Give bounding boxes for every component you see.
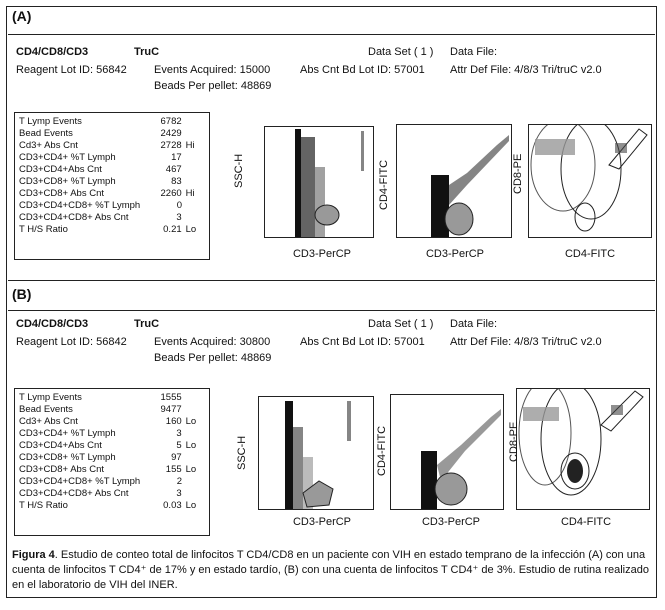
panel-a-attr-def: Attr Def File: 4/8/3 Tri/truC v2.0 [450, 64, 602, 76]
stats-row [19, 464, 205, 476]
stats-value: 0 [176, 199, 182, 211]
panel-a-events-acquired: Events Acquired: 15000 [154, 64, 271, 76]
panel-b-plot3-ylabel: CD8-PE [508, 421, 520, 462]
stats-row [19, 416, 205, 428]
panel-b-plot2-xlabel: CD3-PerCP [421, 516, 481, 528]
stats-value: 1555 [160, 391, 182, 403]
stats-value: 0.03 [163, 499, 182, 511]
panel-b-data-file: Data File: [450, 318, 498, 330]
panel-a-beads-per-pellet: Beads Per pellet: 48869 [154, 80, 272, 92]
stats-row [19, 488, 205, 500]
stats-flag: Lo [185, 499, 197, 511]
panel-a-stats-box [14, 112, 210, 260]
panel-b-plot-cd4-cd3-svg [391, 395, 503, 509]
panel-b-plot-cd4-cd3 [390, 394, 504, 510]
caption-text: . Estudio de conteo total de linfocitos T CD4/CD8 en un paciente con VIH en estado temprano de la infección (A) con una cuenta de linfocitos T CD4⁺ de 17% y en estado tardío, (B) con una cuenta de linfocitos T CD4⁺ de 3%. Estudio de rutina realizado en el laboratorio de VIH del INER. [12, 549, 649, 591]
stats-value: 97 [171, 451, 182, 463]
stats-row [19, 212, 205, 224]
stats-row [19, 428, 205, 440]
stats-label: T Lymp Events [19, 391, 82, 403]
panel-a-letter: (A) [12, 8, 32, 24]
panel-a-data-set: Data Set ( 1 ) [368, 46, 434, 58]
panel-a-reagent-lot: Reagent Lot ID: 56842 [16, 64, 127, 76]
stats-value: 155 [165, 463, 182, 475]
panel-b-plot2-ylabel: CD4-FITC [376, 425, 388, 476]
stats-label: Cd3+ Abs Cnt [19, 139, 78, 151]
stats-row [19, 200, 205, 212]
stats-flag: Hi [185, 187, 195, 199]
panel-b-plot-cd8-cd4 [516, 388, 650, 510]
panel-a-plot-cd8-cd4-svg [529, 125, 651, 237]
panel-b-letter: (B) [12, 286, 32, 302]
stats-row [19, 452, 205, 464]
stats-row [19, 224, 205, 236]
stats-row [19, 440, 205, 452]
stats-label: CD3+CD4+ %T Lymph [19, 151, 116, 163]
panel-b-top-rule [8, 280, 655, 281]
panel-b-title: CD4/CD8/CD3 [16, 318, 89, 330]
stats-flag: Hi [185, 139, 195, 151]
panel-a-plot1-xlabel: CD3-PerCP [292, 248, 352, 260]
stats-value: 467 [165, 163, 182, 175]
panel-b-data-set: Data Set ( 1 ) [368, 318, 434, 330]
stats-value: 17 [171, 151, 182, 163]
stats-label: CD3+CD8+ Abs Cnt [19, 463, 105, 475]
panel-b-plot1-ylabel: SSC-H [236, 435, 248, 470]
panel-a-plot2-ylabel: CD4-FITC [378, 159, 390, 210]
panel-a-plot-ssc-cd3 [264, 126, 374, 238]
stats-value: 3 [176, 487, 182, 499]
stats-label: CD3+CD8+ %T Lymph [19, 451, 116, 463]
panel-b-plot-ssc-cd3 [258, 396, 374, 510]
stats-label: CD3+CD4+Abs Cnt [19, 163, 102, 175]
stats-label: Bead Events [19, 403, 73, 415]
stats-flag: Lo [185, 439, 197, 451]
panel-a-plot-cd4-cd3-svg [397, 125, 511, 237]
stats-label: Bead Events [19, 127, 73, 139]
panel-a-plot2-xlabel: CD3-PerCP [425, 248, 485, 260]
stats-value: 3 [176, 211, 182, 223]
stats-label: CD3+CD8+ %T Lymph [19, 175, 116, 187]
stats-value: 9477 [160, 403, 182, 415]
panel-a-plot1-ylabel: SSC-H [233, 153, 245, 188]
panel-a-plot-cd4-cd3 [396, 124, 512, 238]
panel-a-data-file: Data File: [450, 46, 498, 58]
stats-flag: Lo [185, 415, 197, 427]
stats-label: CD3+CD4+CD8+ %T Lymph [19, 199, 141, 211]
stats-label: CD3+CD4+Abs Cnt [19, 439, 102, 451]
stats-label: T H/S Ratio [19, 499, 68, 511]
stats-flag: Lo [185, 223, 197, 235]
panel-b-beads-per-pellet: Beads Per pellet: 48869 [154, 352, 272, 364]
stats-value: 6782 [160, 115, 182, 127]
stats-row [19, 140, 205, 152]
panel-b-abs-cnt-bd: Abs Cnt Bd Lot ID: 57001 [300, 336, 425, 348]
stats-value: 160 [165, 415, 182, 427]
stats-row [19, 128, 205, 140]
figure-caption [12, 548, 652, 593]
panel-b-plot3-xlabel: CD4-FITC [560, 516, 612, 528]
stats-label: CD3+CD4+CD8+ Abs Cnt [19, 211, 129, 223]
stats-row [19, 176, 205, 188]
stats-row [19, 188, 205, 200]
stats-row [19, 164, 205, 176]
panel-a-plot3-ylabel: CD8-PE [512, 153, 524, 194]
stats-row [19, 476, 205, 488]
stats-label: CD3+CD4+CD8+ %T Lymph [19, 475, 141, 487]
stats-row [19, 116, 205, 128]
stats-value: 2728 [160, 139, 182, 151]
panel-b-mid-rule [8, 310, 655, 311]
panel-b-plot-cd8-cd4-svg [517, 389, 649, 509]
panel-a-top-rule [8, 34, 655, 35]
stats-flag: Lo [185, 463, 197, 475]
stats-label: CD3+CD4+ %T Lymph [19, 427, 116, 439]
panel-b-plot1-xlabel: CD3-PerCP [292, 516, 352, 528]
stats-label: CD3+CD8+ Abs Cnt [19, 187, 105, 199]
stats-label: T Lymp Events [19, 115, 82, 127]
panel-a-title: CD4/CD8/CD3 [16, 46, 89, 58]
stats-row [19, 404, 205, 416]
stats-label: T H/S Ratio [19, 223, 68, 235]
panel-b-stats-box [14, 388, 210, 536]
panel-a-plot3-xlabel: CD4-FITC [564, 248, 616, 260]
panel-a-abs-cnt-bd: Abs Cnt Bd Lot ID: 57001 [300, 64, 425, 76]
stats-row [19, 500, 205, 512]
panel-b-attr-def: Attr Def File: 4/8/3 Tri/truC v2.0 [450, 336, 602, 348]
panel-b-reagent-lot: Reagent Lot ID: 56842 [16, 336, 127, 348]
panel-b-plot-ssc-cd3-svg [259, 397, 373, 509]
stats-label: Cd3+ Abs Cnt [19, 415, 78, 427]
stats-value: 0.21 [163, 223, 182, 235]
panel-a-plot-ssc-cd3-svg [265, 127, 373, 237]
stats-row [19, 152, 205, 164]
panel-a-plot-cd8-cd4 [528, 124, 652, 238]
figure-label: Figura 4 [12, 549, 55, 561]
stats-value: 5 [176, 439, 182, 451]
stats-value: 3 [176, 427, 182, 439]
panel-b-truc: TruC [134, 318, 160, 330]
panel-a-truc: TruC [134, 46, 160, 58]
panel-b-events-acquired: Events Acquired: 30800 [154, 336, 271, 348]
stats-row [19, 392, 205, 404]
stats-value: 2 [176, 475, 182, 487]
stats-value: 2429 [160, 127, 182, 139]
stats-value: 83 [171, 175, 182, 187]
stats-value: 2260 [160, 187, 182, 199]
stats-label: CD3+CD4+CD8+ Abs Cnt [19, 487, 129, 499]
